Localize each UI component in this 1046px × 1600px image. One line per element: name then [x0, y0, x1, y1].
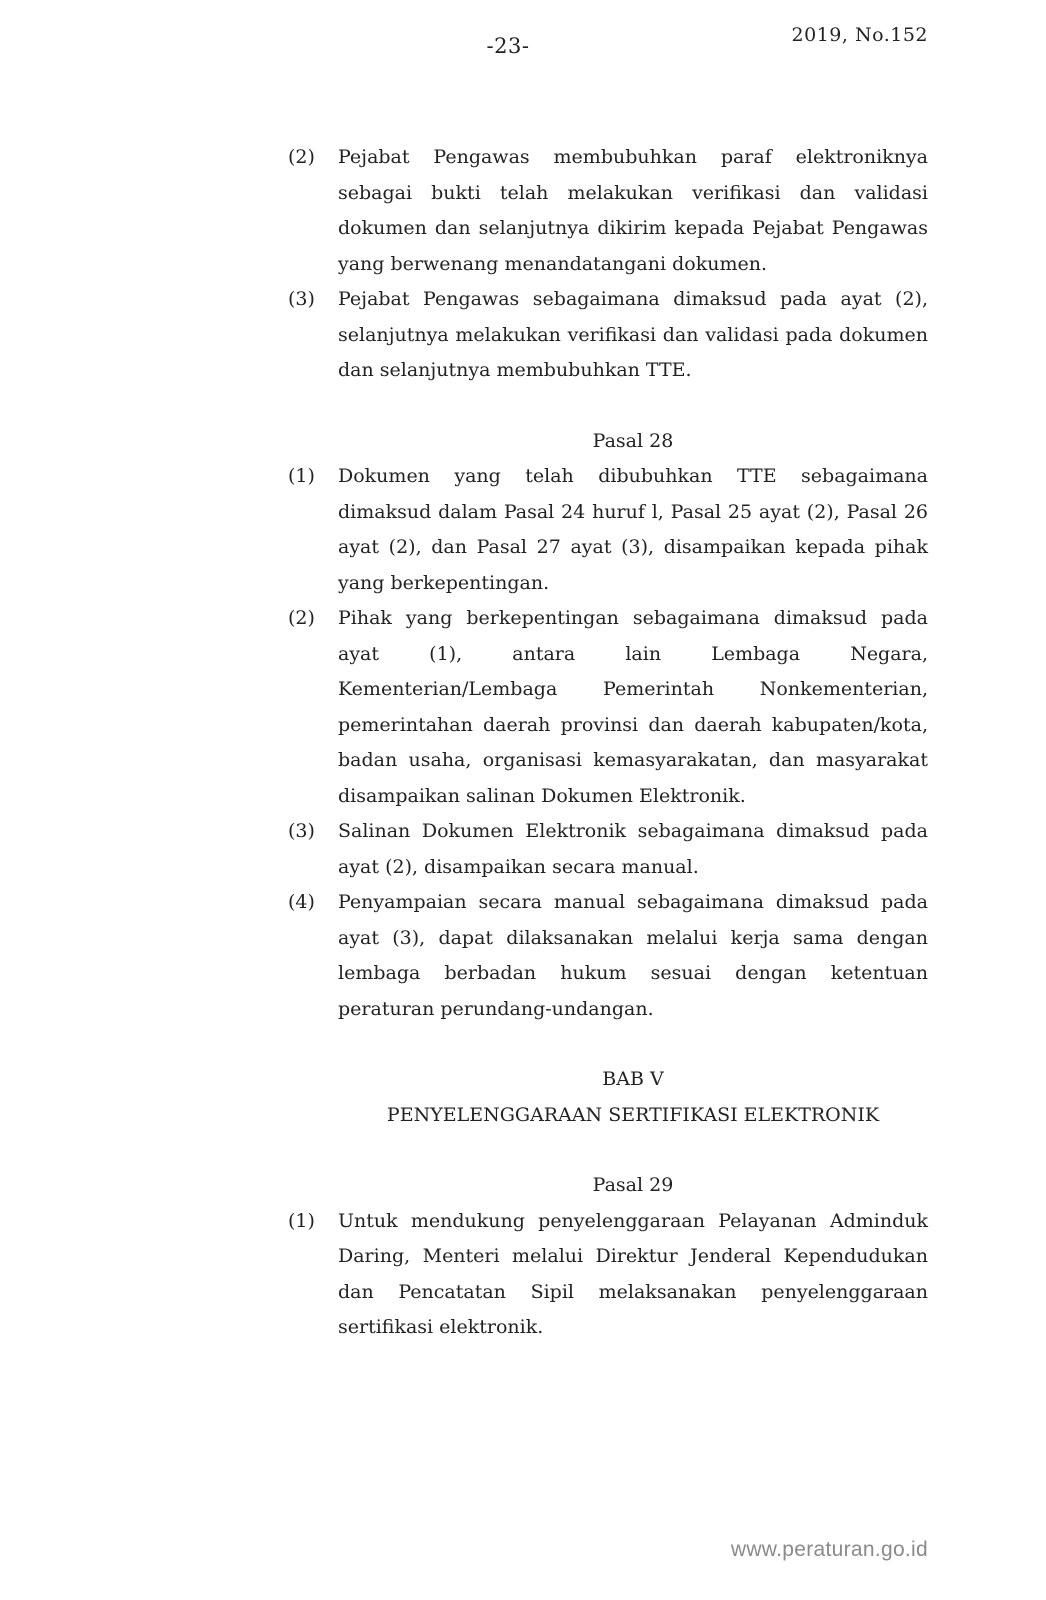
list-item: [288, 1204, 928, 1346]
item-text: Untuk mendukung penyelenggaraan Pelayanan Adminduk Daring, Menteri melalui Direktur Jenderal Kependudukan dan Pencatatan Sipil melaksanakan penyelenggaraan sertifikasi elektronik.: [338, 1209, 928, 1338]
item-text: Dokumen yang telah dibubuhkan TTE sebagaimana dimaksud dalam Pasal 24 huruf l, Pasal 25 ayat (2), Pasal 26 ayat (2), dan Pasal 27 ayat (3), disampaikan kepada pihak yang berkepentingan.: [338, 465, 928, 594]
spacer: [288, 389, 928, 424]
pasal-29-heading: Pasal 29: [592, 1174, 674, 1196]
list-item: [288, 282, 928, 389]
item-number: (2): [288, 607, 315, 629]
website-footer: www.peraturan.go.id: [730, 1538, 928, 1561]
item-number: (2): [288, 146, 315, 168]
list-item: [288, 459, 928, 601]
chapter-heading: BAB V: [602, 1068, 664, 1090]
list-item: [288, 601, 928, 814]
page-number: -23-: [486, 34, 530, 58]
list-item: [288, 140, 928, 282]
chapter-title: PENYELENGGARAAN SERTIFIKASI ELEKTRONIK: [386, 1103, 880, 1126]
item-text: Pihak yang berkepentingan sebagaimana dimaksud pada ayat (1), antara lain Lembaga Negara, Kementerian/Lembaga Pemerintah Nonkementerian, pemerintahan daerah provinsi dan daerah kabupaten/kota, badan usaha, organisasi kemasyarakatan, dan masyarakat disampaikan salinan Dokumen Elektronik.: [338, 607, 928, 807]
spacer: [288, 1133, 928, 1168]
item-text: Pejabat Pengawas membubuhkan paraf elektroniknya sebagai bukti telah melakukan verifikasi dan validasi dokumen dan selanjutnya dikirim kepada Pejabat Pengawas yang berwenang menandatangani dokumen.: [338, 146, 928, 275]
document-reference: 2019, No.152: [791, 24, 928, 46]
item-number: (3): [288, 820, 315, 842]
item-text: Penyampaian secara manual sebagaimana dimaksud pada ayat (3), dapat dilaksanakan melalui kerja sama dengan lembaga berbadan hukum sesuai dengan ketentuan peraturan perundang-undangan.: [338, 891, 928, 1020]
document-body: [288, 140, 928, 1346]
pasal-28-heading: Pasal 28: [592, 429, 674, 452]
item-text: Pejabat Pengawas sebagaimana dimaksud pada ayat (2), selanjutnya melakukan verifikasi dan validasi pada dokumen dan selanjutnya membubuhkan TTE.: [338, 288, 928, 381]
list-item: [288, 885, 928, 1027]
item-number: (3): [288, 288, 315, 310]
spacer: [288, 1027, 928, 1062]
list-item: [288, 814, 928, 885]
item-number: (1): [288, 1209, 315, 1232]
item-number: (4): [288, 891, 315, 913]
item-text: Salinan Dokumen Elektronik sebagaimana dimaksud pada ayat (2), disampaikan secara manual.: [338, 820, 928, 878]
item-number: (1): [288, 465, 315, 487]
